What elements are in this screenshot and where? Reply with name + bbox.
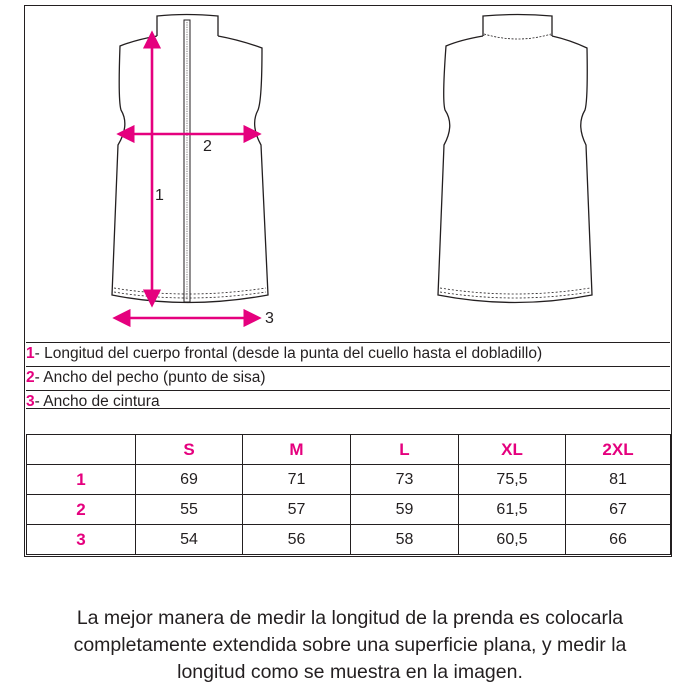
legend-text: - Ancho de cintura xyxy=(34,393,160,410)
table-cell: 55 xyxy=(136,495,243,525)
table-header-row xyxy=(27,435,671,465)
header-cell xyxy=(27,435,136,465)
table-cell: 57 xyxy=(243,495,351,525)
table-row xyxy=(27,495,671,525)
header-cell: S xyxy=(136,435,243,465)
legend-number: 1 xyxy=(26,345,35,362)
header-cell: XL xyxy=(459,435,566,465)
table-cell: 73 xyxy=(351,465,459,495)
table-cell: 69 xyxy=(136,465,243,495)
size-table xyxy=(26,434,671,555)
table-row xyxy=(27,525,671,555)
legend-text: - Longitud del cuerpo frontal (desde la punta del cuello hasta el dobladillo) xyxy=(34,345,543,362)
measuring-note xyxy=(0,605,700,686)
legend-spacer-row xyxy=(26,408,670,434)
row-label: 1 xyxy=(27,465,136,495)
arrow-label-1: 1 xyxy=(155,187,164,204)
note-line: longitud como se muestra en la imagen. xyxy=(177,661,523,683)
legend-row-2 xyxy=(26,366,670,390)
header-cell: L xyxy=(351,435,459,465)
table-cell: 58 xyxy=(351,525,459,555)
vest-diagram xyxy=(0,0,700,340)
table-cell: 81 xyxy=(566,465,671,495)
legend-number: 3 xyxy=(26,393,35,410)
front-vest-drawing xyxy=(112,15,268,303)
note-line: La mejor manera de medir la longitud de la prenda es colocarla xyxy=(76,607,624,629)
legend-row-1 xyxy=(26,342,670,366)
note-line: completamente extendida sobre una superficie plana, y medir la xyxy=(73,634,627,656)
table-cell: 60,5 xyxy=(459,525,566,555)
arrow-label-2: 2 xyxy=(203,138,212,155)
legend-number: 2 xyxy=(26,369,35,386)
row-label: 3 xyxy=(27,525,136,555)
legend-text: - Ancho del pecho (punto de sisa) xyxy=(34,369,266,386)
arrow-label-3: 3 xyxy=(265,310,274,327)
table-row xyxy=(27,465,671,495)
header-cell: M xyxy=(243,435,351,465)
table-cell: 66 xyxy=(566,525,671,555)
table-cell: 67 xyxy=(566,495,671,525)
table-cell: 75,5 xyxy=(459,465,566,495)
table-cell: 56 xyxy=(243,525,351,555)
back-vest-drawing xyxy=(438,15,592,303)
row-label: 2 xyxy=(27,495,136,525)
table-cell: 71 xyxy=(243,465,351,495)
header-cell: 2XL xyxy=(566,435,671,465)
table-cell: 61,5 xyxy=(459,495,566,525)
table-cell: 59 xyxy=(351,495,459,525)
table-cell: 54 xyxy=(136,525,243,555)
